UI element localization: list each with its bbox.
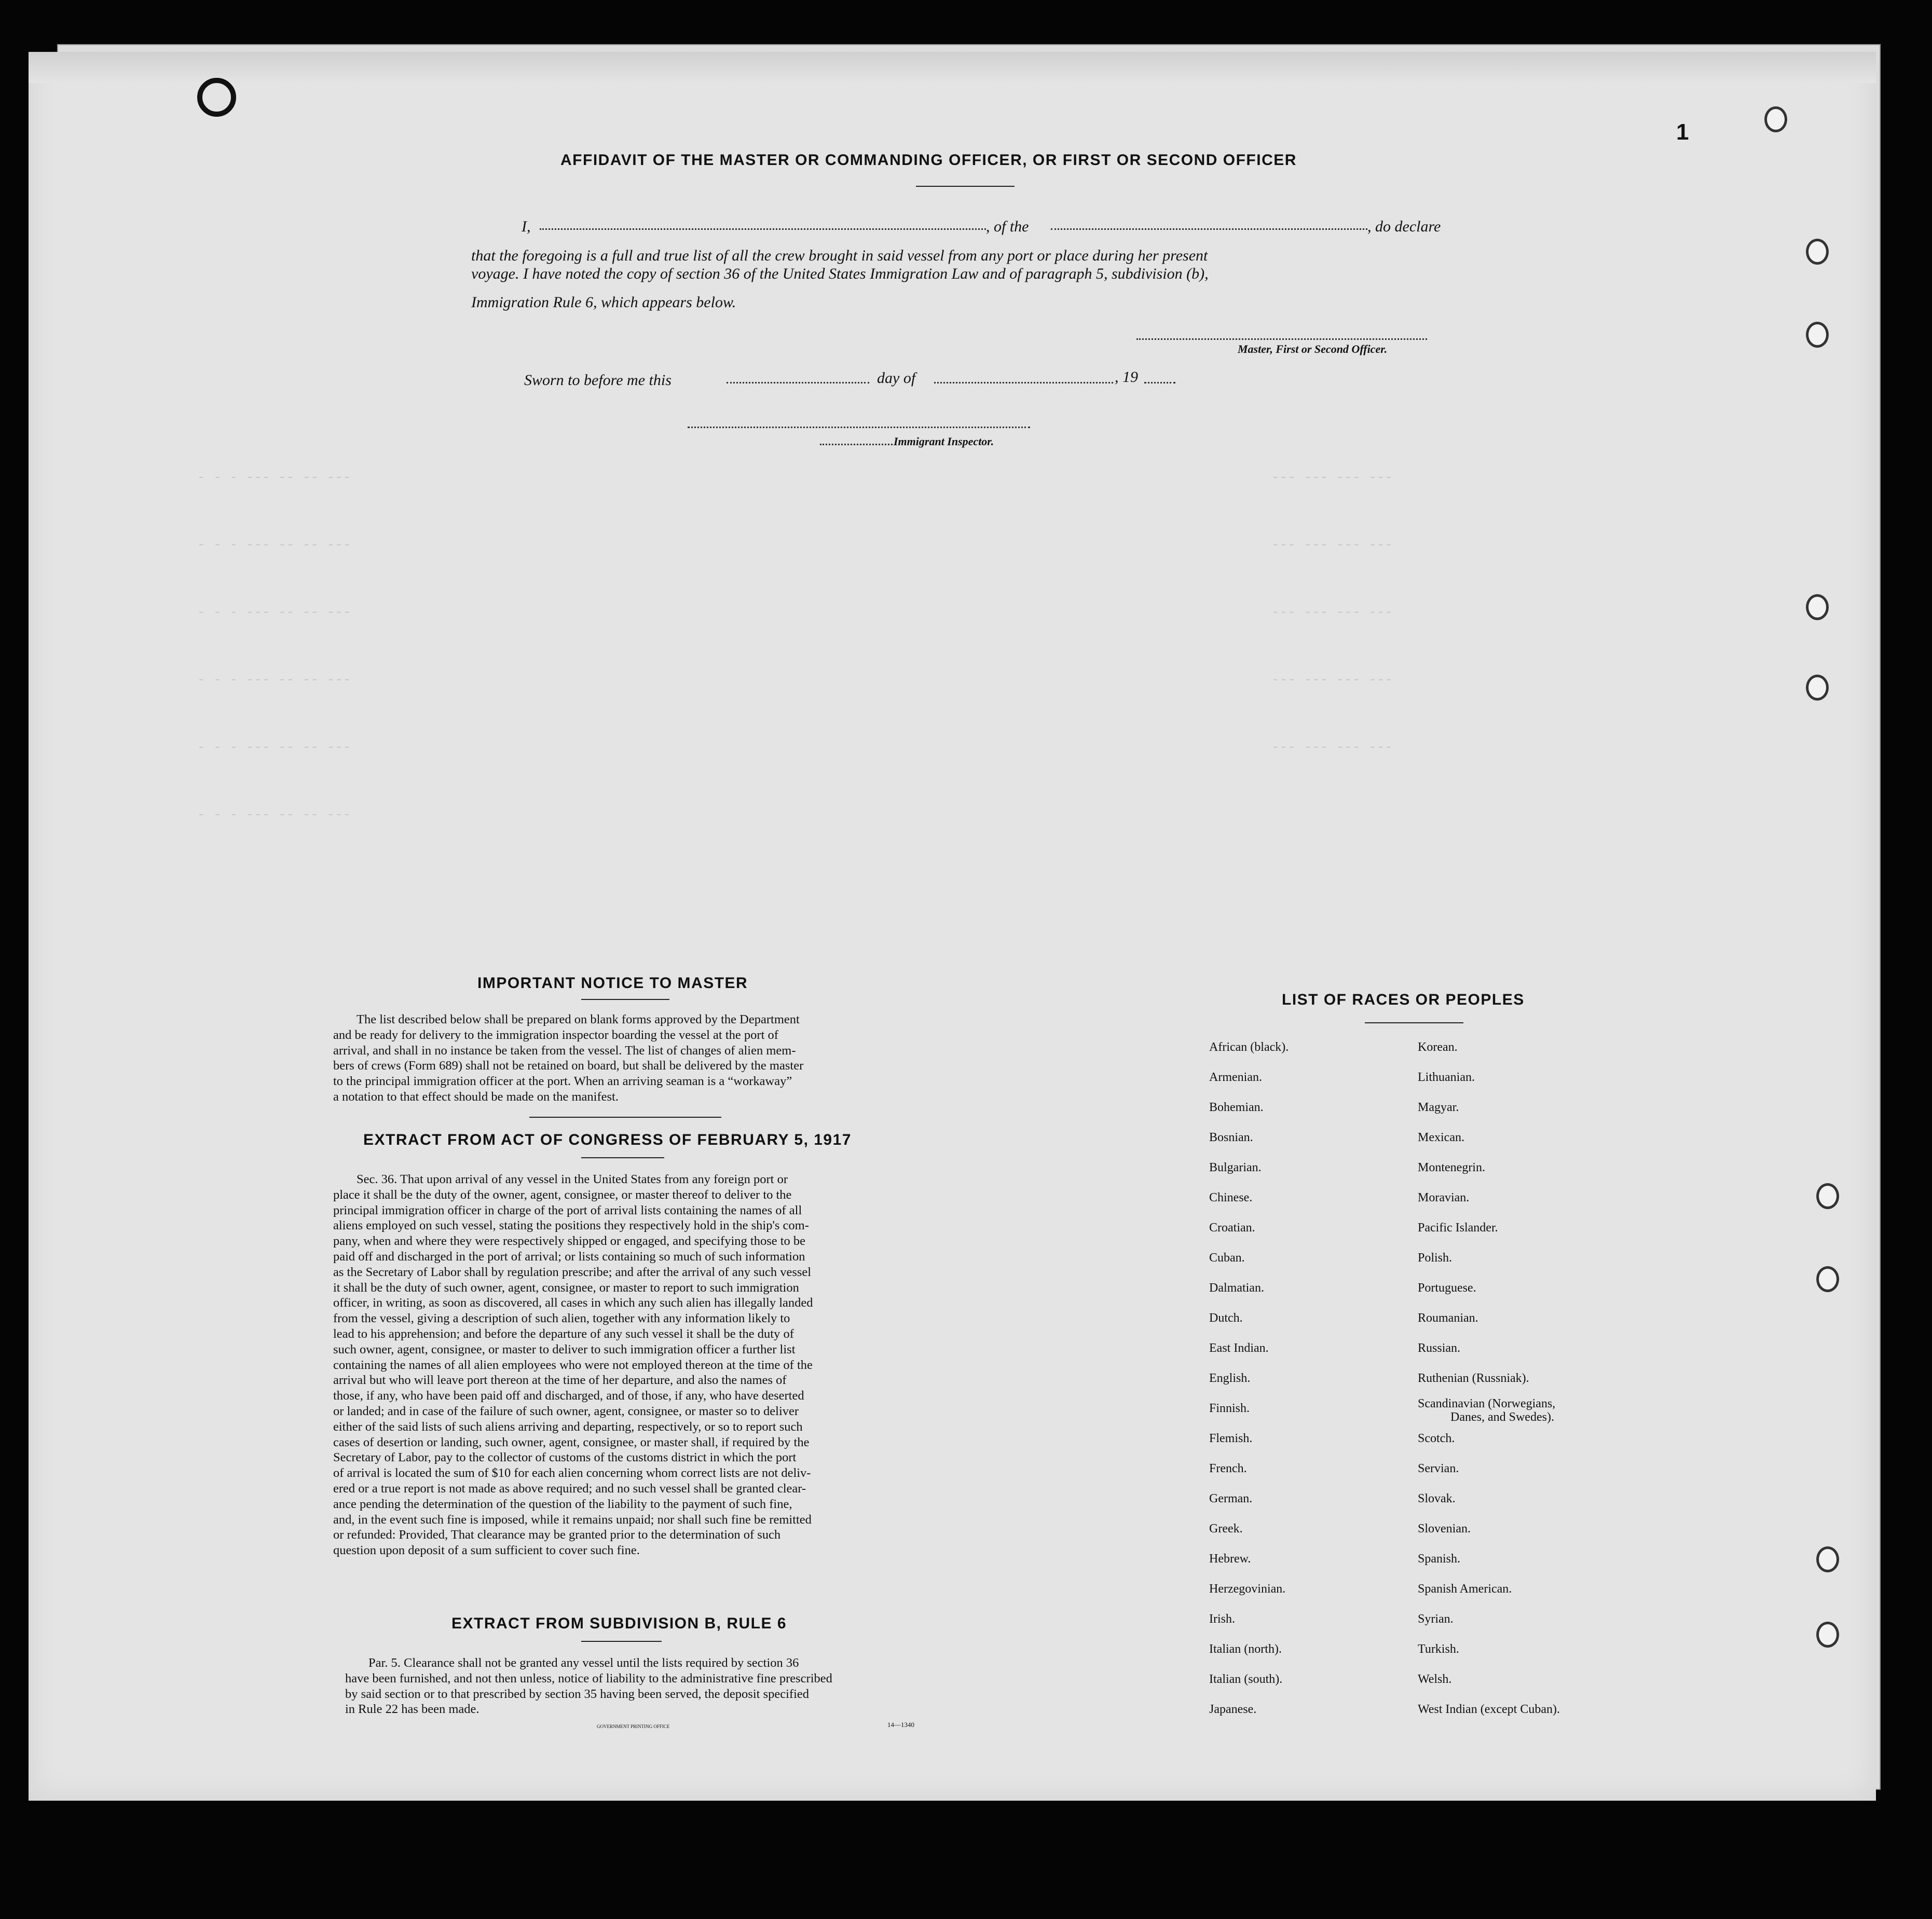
notice-line: The list described below shall be prepared on blank forms approved by the Department — [357, 1012, 800, 1026]
race-item: Polish. — [1418, 1251, 1453, 1265]
race-item: Bosnian. — [1209, 1131, 1253, 1144]
bleed-through-text: - - - --- -- -- --- — [197, 537, 351, 553]
divider-rule — [1365, 1022, 1463, 1023]
race-item: German. — [1209, 1492, 1253, 1505]
race-item: Finnish. — [1209, 1402, 1250, 1415]
divider-rule — [581, 999, 669, 1000]
punch-hole-icon — [1764, 106, 1787, 132]
race-item: Magyar. — [1418, 1101, 1459, 1114]
affidavit-do-declare: , do declare — [1367, 218, 1441, 235]
act-line: Secretary of Labor, pay to the collector of customs of the customs district in which the port — [333, 1450, 797, 1465]
bleed-through-text: - - - --- -- -- --- — [197, 807, 351, 823]
race-item: Spanish. — [1418, 1552, 1461, 1566]
punch-hole-icon — [1806, 322, 1829, 348]
race-item: Greek. — [1209, 1522, 1243, 1536]
race-item: Flemish. — [1209, 1432, 1253, 1445]
act-line: aliens employed on such vessel, stating the positions they respectively hold in the ship's com- — [333, 1218, 809, 1233]
divider-rule — [581, 1157, 664, 1158]
race-item: Moravian. — [1418, 1191, 1470, 1204]
act-body — [333, 1172, 930, 1558]
punch-hole-icon — [1806, 239, 1829, 265]
affidavit-line3: voyage. I have noted the copy of section 36 of the United States Immigration Law and of paragraph 5, subdivision (b), — [471, 265, 1209, 282]
divider-rule — [529, 1117, 721, 1118]
race-item-continuation: Danes, and Swedes). — [1450, 1410, 1554, 1424]
rule-line: have been furnished, and not then unless, notice of liability to the administrative fine prescribed — [345, 1671, 832, 1685]
notice-line: a notation to that effect should be made on the manifest. — [333, 1089, 619, 1104]
sworn-prefix: Sworn to before me this — [524, 372, 672, 389]
act-line: either of the said lists of such aliens arriving and departing, respectively, or so to report such — [333, 1419, 803, 1434]
race-item: Scandinavian (Norwegians, — [1418, 1397, 1556, 1410]
notice-title: IMPORTANT NOTICE TO MASTER — [477, 975, 748, 992]
race-item: Lithuanian. — [1418, 1071, 1475, 1084]
divider-rule — [581, 1641, 662, 1642]
notice-line: and be ready for delivery to the immigration inspector boarding the vessel at the port of — [333, 1027, 778, 1042]
rule-body — [345, 1655, 931, 1717]
inspector-signature-field[interactable] — [688, 427, 1030, 428]
race-item: West Indian (except Cuban). — [1418, 1703, 1560, 1716]
affidavit-line1-i: I, — [522, 218, 531, 235]
act-line: Sec. 36. That upon arrival of any vessel in the United States from any foreign port or — [357, 1172, 788, 1186]
race-item: Slovenian. — [1418, 1522, 1471, 1536]
page-top-edge — [29, 52, 1876, 83]
race-item: Japanese. — [1209, 1703, 1257, 1716]
notice-line: arrival, and shall in no instance be taken from the vessel. The list of changes of alien mem- — [333, 1043, 796, 1058]
race-item: Slovak. — [1418, 1492, 1456, 1505]
act-line: place it shall be the duty of the owner, agent, consignee, or master thereof to deliver to the — [333, 1187, 792, 1202]
affidavit-line4: Immigration Rule 6, which appears below. — [471, 294, 736, 311]
sworn-month-field[interactable] — [934, 382, 1113, 383]
form-number: 14—1340 — [887, 1721, 914, 1729]
race-item: Roumanian. — [1418, 1311, 1478, 1325]
race-item: Italian (south). — [1209, 1673, 1283, 1686]
act-line: such owner, agent, consignee, or master to deliver to such immigration officer a further list — [333, 1342, 796, 1356]
bleed-through-text: - - - --- -- -- --- — [197, 470, 351, 485]
binder-ring-icon — [197, 78, 236, 117]
bleed-through-text: - - - --- -- -- --- — [197, 605, 351, 620]
act-line: as the Secretary of Labor shall by regulation prescribe; and after the arrival of any such vessel — [333, 1265, 812, 1279]
race-item: English. — [1209, 1372, 1251, 1385]
race-item: French. — [1209, 1462, 1247, 1475]
act-line: ance pending the determination of the question of the liability to the payment of such fine, — [333, 1497, 792, 1511]
race-item: Herzegovinian. — [1209, 1582, 1286, 1596]
act-title: EXTRACT FROM ACT OF CONGRESS OF FEBRUARY 5, 1917 — [363, 1131, 852, 1148]
race-item: Mexican. — [1418, 1131, 1464, 1144]
sworn-year-field[interactable] — [1144, 382, 1175, 383]
punch-hole-icon — [1806, 594, 1829, 620]
notice-line: bers of crews (Form 689) shall not be retained on board, but shall be delivered by the master — [333, 1059, 804, 1073]
race-item: East Indian. — [1209, 1341, 1269, 1355]
act-line: or refunded: Provided, That clearance may be granted prior to the determination of such — [333, 1528, 781, 1542]
inspector-leader-dots — [820, 444, 893, 445]
act-line: ered or a true report is not made as above required; and no such vessel shall be granted clear- — [333, 1481, 806, 1496]
race-item: Turkish. — [1418, 1642, 1459, 1656]
rule-line: in Rule 22 has been made. — [345, 1702, 479, 1717]
inspector-caption: Immigrant Inspector. — [894, 435, 994, 448]
notice-line: to the principal immigration officer at the port. When an arriving seaman is a “workaway” — [333, 1074, 792, 1089]
race-item: Korean. — [1418, 1040, 1458, 1054]
punch-hole-icon — [1806, 675, 1829, 701]
act-line: pany, when and where they were respectively shipped or engaged, and specifying those to be — [333, 1234, 806, 1249]
sworn-day-field[interactable] — [727, 382, 869, 383]
bleed-through-text: --- --- --- --- — [1271, 739, 1393, 755]
race-item: Cuban. — [1209, 1251, 1245, 1265]
race-item: Dalmatian. — [1209, 1281, 1264, 1295]
act-line: question upon deposit of a sum sufficient to cover such fine. — [333, 1543, 640, 1558]
race-item: Ruthenian (Russniak). — [1418, 1372, 1529, 1385]
document-page — [29, 52, 1876, 1801]
act-line: containing the names of all alien employees who were not employed thereon at the time of the — [333, 1358, 813, 1372]
race-item: Bulgarian. — [1209, 1161, 1262, 1174]
race-item: Hebrew. — [1209, 1552, 1251, 1566]
printing-office-imprint: GOVERNMENT PRINTING OFFICE — [597, 1724, 670, 1729]
race-item: Syrian. — [1418, 1612, 1454, 1626]
race-item: Portuguese. — [1418, 1281, 1476, 1295]
race-item: Dutch. — [1209, 1311, 1243, 1325]
act-line: those, if any, who have been paid off and discharged, and of those, if any, who have deserted — [333, 1389, 804, 1403]
sworn-year-prefix: , 19 — [1115, 368, 1138, 386]
act-line: it shall be the duty of such owner, agent, consignee, or master to report to such immigration — [333, 1280, 799, 1295]
rule-title: EXTRACT FROM SUBDIVISION B, RULE 6 — [451, 1615, 787, 1632]
race-item: Servian. — [1418, 1462, 1459, 1475]
race-item: Irish. — [1209, 1612, 1235, 1626]
rule-line: Par. 5. Clearance shall not be granted any vessel until the lists required by section 36 — [368, 1656, 799, 1670]
punch-hole-icon — [1816, 1266, 1839, 1292]
page-number: 1 — [1676, 119, 1689, 145]
act-line: lead to his apprehension; and before the departure of any such vessel it shall be the duty of — [333, 1326, 794, 1341]
race-item: Croatian. — [1209, 1221, 1255, 1235]
act-line: and, in the event such fine is imposed, while it remains unpaid; nor shall such fine be remitted — [333, 1512, 812, 1527]
bleed-through-text: --- --- --- --- — [1271, 672, 1393, 688]
sworn-day-of: day of — [877, 369, 916, 387]
races-title: LIST OF RACES OR PEOPLES — [1282, 991, 1525, 1008]
divider-rule — [916, 186, 1015, 187]
master-signature-field[interactable] — [1136, 338, 1427, 340]
punch-hole-icon — [1816, 1546, 1839, 1572]
act-line: arrival but who will leave port thereon at the time of her departure, and also the names of — [333, 1373, 787, 1388]
act-line: principal immigration officer in charge of the port of arrival lists containing the names of all — [333, 1203, 802, 1217]
race-item: Welsh. — [1418, 1673, 1452, 1686]
race-item: Armenian. — [1209, 1071, 1262, 1084]
bleed-through-text: --- --- --- --- — [1271, 470, 1393, 485]
rule-line: by said section or to that prescribed by section 35 having been served, the deposit specified — [345, 1687, 809, 1701]
race-item: Chinese. — [1209, 1191, 1253, 1204]
bleed-through-text: --- --- --- --- — [1271, 537, 1393, 553]
act-line: from the vessel, giving a description of such alien, together with any information likely to — [333, 1311, 790, 1326]
race-item: African (black). — [1209, 1040, 1289, 1054]
act-line: cases of desertion or landing, such owner, agent, consignee, or master shall, if required by the — [333, 1435, 810, 1449]
act-line: paid off and discharged in the port of arrival; or lists containing so much of such information — [333, 1249, 805, 1264]
affidavit-of-the: , of the — [986, 218, 1029, 235]
bleed-through-text: - - - --- -- -- --- — [197, 739, 351, 755]
bleed-through-text: - - - --- -- -- --- — [197, 672, 351, 688]
name-blank-field[interactable] — [540, 228, 986, 230]
act-line: of arrival is located the sum of $10 for each alien concerning whom correct lists are not deliv- — [333, 1466, 811, 1481]
race-item: Spanish American. — [1418, 1582, 1512, 1596]
affidavit-line2: that the foregoing is a full and true list of all the crew brought in said vessel from any port or place during her present — [471, 247, 1208, 264]
race-item: Italian (north). — [1209, 1642, 1282, 1656]
race-item: Scotch. — [1418, 1432, 1455, 1445]
race-item: Pacific Islander. — [1418, 1221, 1498, 1235]
act-line: officer, in writing, as soon as discovered, all cases in which any such alien has illegally landed — [333, 1296, 813, 1310]
act-line: or landed; and in case of the failure of such owner, agent, consignee, or master so to deliver — [333, 1404, 799, 1418]
bleed-through-text: --- --- --- --- — [1271, 605, 1393, 620]
vessel-blank-field[interactable] — [1051, 228, 1367, 230]
race-item: Russian. — [1418, 1341, 1461, 1355]
notice-body — [333, 1012, 930, 1105]
signature-caption: Master, First or Second Officer. — [1238, 342, 1388, 355]
race-item: Montenegrin. — [1418, 1161, 1485, 1174]
affidavit-title: AFFIDAVIT OF THE MASTER OR COMMANDING OFFICER, OR FIRST OR SECOND OFFICER — [560, 152, 1297, 169]
punch-hole-icon — [1816, 1183, 1839, 1209]
punch-hole-icon — [1816, 1622, 1839, 1648]
race-item: Bohemian. — [1209, 1101, 1264, 1114]
